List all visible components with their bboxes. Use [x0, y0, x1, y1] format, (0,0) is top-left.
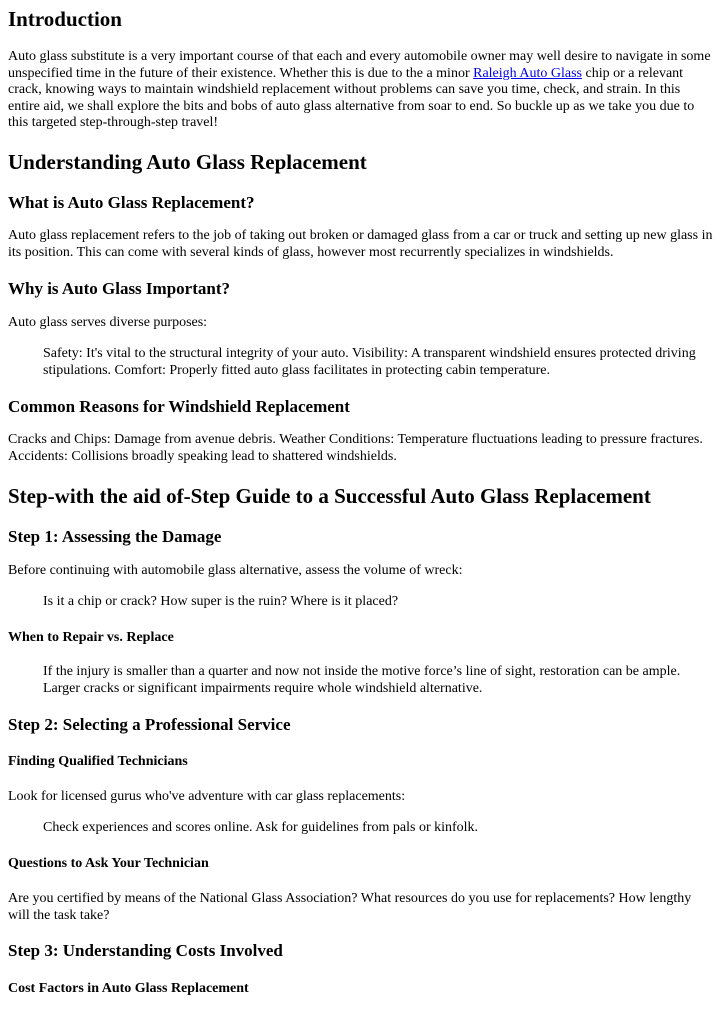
finding-technicians-heading: Finding Qualified Technicians [8, 754, 188, 769]
finding-technicians-paragraph: Look for licensed gurus who've adventure with car glass replacements: [8, 789, 406, 804]
why-important-paragraph: Auto glass serves diverse purposes: [8, 315, 208, 330]
intro-heading: Introduction [8, 7, 122, 31]
cost-factors-heading: Cost Factors in Auto Glass Replacement [8, 981, 249, 996]
finding-technicians-quote: Check experiences and scores online. Ask for guidelines from pals or kinfolk. [43, 820, 479, 835]
step3-heading: Step 3: Understanding Costs Involved [8, 941, 283, 960]
questions-paragraph: Are you certified by means of the National Glass Association? What resources do you use for replacements? How lengthy will the task take? [8, 891, 692, 923]
step1-paragraph: Before continuing with automobile glass alternative, assess the volume of wreck: [8, 563, 463, 578]
what-is-paragraph: Auto glass replacement refers to the job of taking out broken or damaged glass from a car or truck and setting up new glass in its position. This can come with several kinds of glass, however most recurrently specializes in windshields. [8, 228, 713, 260]
step1-quote: Is it a chip or crack? How super is the ruin? Where is it placed? [43, 594, 399, 609]
repair-vs-replace-heading: When to Repair vs. Replace [8, 630, 174, 645]
why-important-heading: Why is Auto Glass Important? [8, 279, 230, 298]
questions-heading: Questions to Ask Your Technician [8, 856, 209, 871]
what-is-heading: What is Auto Glass Replacement? [8, 193, 255, 212]
intro-paragraph [8, 49, 714, 132]
common-reasons-heading: Common Reasons for Windshield Replacement [8, 397, 350, 416]
step1-heading: Step 1: Assessing the Damage [8, 527, 222, 546]
repair-vs-replace-quote: If the injury is smaller than a quarter and now not inside the motive force’s line of sight, restoration can be ample. Larger cracks or significant impairments require whole windshield alternative. [43, 664, 681, 696]
common-reasons-paragraph: Cracks and Chips: Damage from avenue debris. Weather Conditions: Temperature fluctuations leading to pressure fractures. Accidents: Collisions broadly speaking lead to shattered windshields. [8, 432, 703, 464]
intro-text-after-link: chip or a relevant crack, knowing ways to maintain windshield replacement without problems can save you time, check, and strain. In this entire aid, we shall explore the bits and bobs of auto glass alternative from soar to end. So buckle up as we take you due to this targeted step-through-step travel! [8, 65, 695, 130]
raleigh-auto-glass-link[interactable]: Raleigh Auto Glass [473, 65, 582, 81]
guide-heading: Step-with the aid of-Step Guide to a Successful Auto Glass Replacement [8, 484, 651, 508]
why-important-quote: Safety: It's vital to the structural integrity of your auto. Visibility: A transparent windshield ensures protected driving stipulations. Comfort: Properly fitted auto glass facilitates in protecting cabin temperature. [43, 346, 696, 378]
understanding-heading: Understanding Auto Glass Replacement [8, 150, 367, 174]
intro-text-before-link: Auto glass substitute is a very important course of that each and every automobile owner may well desire to navigate in some unspecified time in the future of their existence. Whether this is due to the a minor [8, 49, 711, 81]
step2-heading: Step 2: Selecting a Professional Service [8, 715, 291, 734]
